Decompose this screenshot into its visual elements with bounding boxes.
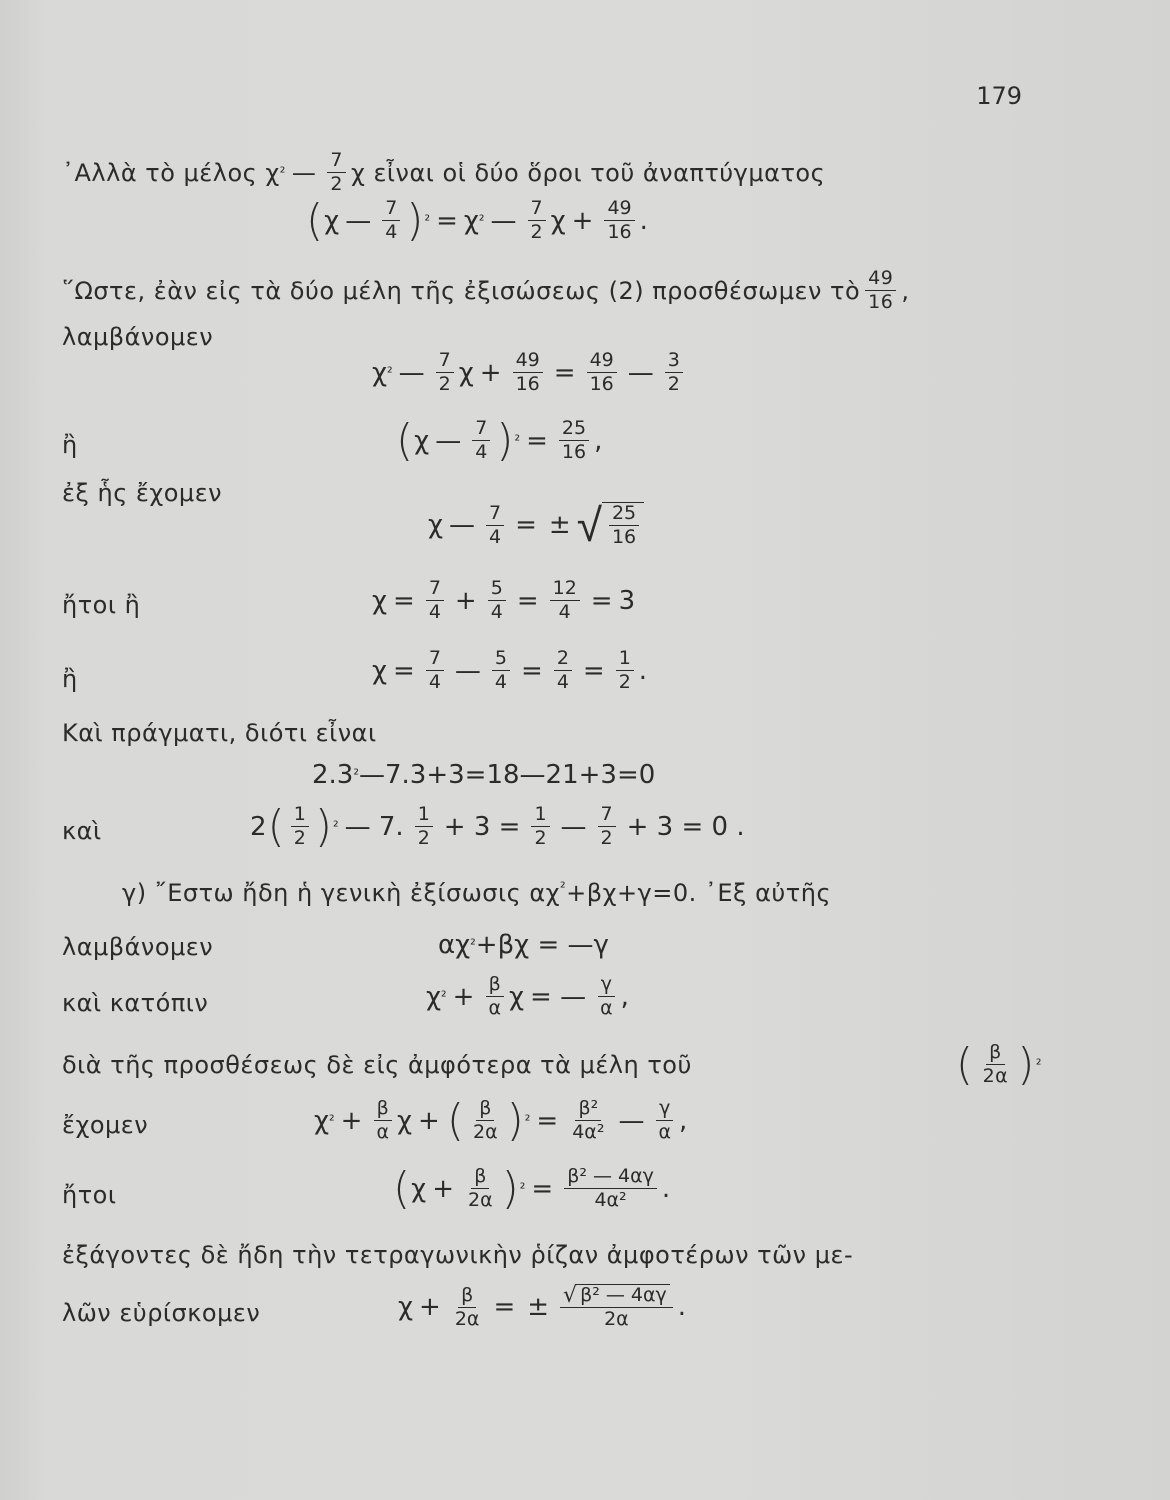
label-lambanomen: λαμβάνομεν	[62, 323, 214, 351]
fraction	[554, 648, 572, 693]
numerator: 7	[426, 578, 444, 601]
equation-expansion: ( χ — $\frac{7}{4}$ ) ² = χ ² — $\frac{7}{2}$ χ + $\frac{49}{16}$ .	[306, 194, 648, 246]
numerator: γ	[656, 1098, 673, 1121]
label-evriskomen: λῶν εὑρίσκομεν	[62, 1299, 261, 1327]
numerator: β	[486, 974, 504, 997]
numerator: 7	[598, 804, 616, 827]
fraction	[598, 804, 616, 849]
paren-open: (	[396, 414, 414, 466]
variable: χ	[314, 1105, 330, 1136]
expression: +βχ = —γ	[475, 930, 609, 960]
operator: +	[454, 585, 477, 616]
fraction	[528, 198, 546, 243]
fraction	[436, 350, 454, 395]
radical-sign-icon: √	[563, 1282, 578, 1308]
denominator: 4α²	[572, 1121, 605, 1143]
punctuation: ,	[678, 1105, 688, 1136]
operator: =	[393, 655, 415, 686]
variable: χ	[414, 425, 430, 456]
denominator: 2	[417, 827, 430, 849]
variable: χ	[550, 205, 566, 236]
fraction	[488, 578, 506, 623]
label-or-1: ἢ	[62, 431, 78, 459]
numerator: 7	[436, 350, 454, 373]
numerator: 25	[609, 503, 639, 526]
numerator: 25	[559, 418, 589, 441]
variable: χ	[372, 357, 388, 388]
paren-open: (	[306, 194, 324, 246]
denominator: α	[658, 1121, 671, 1143]
denominator: 16	[561, 441, 587, 463]
text: γ) ῎Εστω ἤδη ἡ γενικὴ ἐξίσωσις αχ	[122, 879, 561, 907]
denominator: 4	[385, 221, 398, 243]
numerator: 7	[382, 198, 400, 221]
equation-10: χ ² + $\frac{\beta}{\alpha}$ χ + ( $\frac{\beta}{2\alpha}$ ) ² = $\frac{\text{β²}}{\text{4α²}}$ — $\frac{\gamma}{\alpha}$ ,	[314, 1094, 688, 1146]
fraction	[597, 974, 616, 1019]
label-kai-1: καὶ	[62, 817, 102, 845]
punctuation: ,	[901, 276, 910, 305]
denominator: 2	[600, 827, 613, 849]
fraction	[415, 804, 433, 849]
fraction	[531, 804, 549, 849]
denominator: 2	[667, 373, 680, 395]
fraction	[604, 198, 634, 243]
punctuation: ,	[620, 981, 629, 1012]
numerator: β	[374, 1098, 392, 1121]
denominator: 2	[618, 671, 631, 693]
paragraph-5: διὰ τῆς προσθέσεως δὲ εἰς ἀμφότερα τὰ μέλη τοῦ ( $\frac{\beta}{2\alpha}$ ) ²	[62, 1038, 1042, 1090]
variable: χ	[372, 655, 388, 686]
fraction	[426, 578, 444, 623]
fraction	[559, 418, 589, 463]
paragraph-6: ἐξάγοντες δὲ ἤδη τὴν τετραγωνικὴν ῥίζαν ἀμφοτέρων τῶν με-	[62, 1241, 854, 1269]
numerator: 1	[415, 804, 433, 827]
denominator: 4	[428, 601, 441, 623]
operator: ±	[527, 1292, 550, 1322]
denominator: α	[600, 997, 613, 1019]
label-exomen: ἔχομεν	[62, 1111, 149, 1139]
operator: —	[449, 510, 476, 540]
fraction	[373, 1098, 392, 1143]
operator: +	[432, 1173, 454, 1204]
superscript: ²	[560, 880, 567, 896]
denominator: 2	[438, 373, 451, 395]
operator: =	[521, 655, 543, 686]
equation-9: χ ² + $\frac{\beta}{\alpha}$ χ = — $\frac{\gamma}{\alpha}$ ,	[426, 973, 629, 1019]
coefficient: 2	[250, 811, 267, 842]
paragraph-1: ᾿Αλλὰ τὸ μέλος χ ² — $\frac{7}{2}$ χ εἶναι οἱ δύο ὅροι τοῦ ἀναπτύγματος	[62, 149, 826, 195]
paragraph-3: Καὶ πράγματι, διότι εἶναι	[62, 719, 377, 747]
fraction	[587, 350, 617, 395]
numerator: 7	[486, 503, 504, 526]
operator: =	[536, 1105, 559, 1136]
fraction	[485, 974, 504, 1019]
operator: —	[490, 205, 517, 236]
operator: =	[526, 425, 548, 456]
numerator: 49	[865, 268, 896, 291]
operator: —	[291, 158, 317, 187]
variable: χ	[396, 1105, 413, 1136]
numerator: β	[986, 1042, 1005, 1065]
numerator: β²	[575, 1098, 601, 1121]
fraction	[492, 648, 510, 693]
numerator: 7	[327, 150, 346, 173]
operator: —	[618, 1105, 645, 1136]
operator: + 3 = 0 .	[626, 811, 745, 842]
equation-3	[428, 498, 644, 552]
paren-close: )	[1017, 1038, 1035, 1090]
fraction	[564, 1166, 657, 1211]
equation-1: χ ² — $\frac{7}{2}$ χ + $\frac{49}{16}$ = $\frac{49}{16}$ — $\frac{3}{2}$	[372, 350, 688, 395]
numerator: γ	[598, 974, 615, 997]
denominator: 16	[607, 221, 632, 243]
fraction	[655, 1098, 674, 1143]
denominator: 4	[556, 671, 569, 693]
numerator: 7	[528, 198, 546, 221]
denominator: 4α²	[594, 1189, 627, 1211]
fraction	[616, 648, 634, 693]
equation-8: αχ ² +βχ = —γ	[438, 930, 609, 960]
radicand	[602, 502, 644, 548]
paren-open: (	[446, 1094, 464, 1146]
operator: +	[418, 1105, 440, 1136]
radicand: β² — 4αγ	[577, 1284, 670, 1306]
denominator: 4	[475, 441, 488, 463]
paragraph-2	[62, 268, 910, 313]
variable: χ	[428, 510, 444, 540]
numerator: 1	[291, 804, 309, 827]
operator: =	[582, 655, 605, 686]
denominator: 2α	[454, 1307, 480, 1330]
variable: χ	[463, 205, 479, 236]
operator: —	[560, 811, 587, 842]
numerator: 12	[550, 578, 580, 601]
denominator: 4	[428, 671, 441, 693]
operator: +	[571, 205, 594, 236]
label-itoi-e: ἤτοι ἢ	[62, 591, 141, 619]
numerator: 3	[665, 350, 683, 373]
fraction	[472, 418, 490, 463]
operator: —	[345, 205, 372, 236]
denominator: 2α	[982, 1065, 1009, 1087]
operator: —	[627, 357, 654, 388]
denominator: 16	[589, 373, 614, 395]
label-kai-katopin: καὶ κατόπιν	[62, 989, 209, 1017]
denominator: 4	[489, 525, 502, 548]
denominator: 2	[530, 221, 543, 243]
denominator: α	[488, 997, 501, 1019]
operator: +	[479, 357, 502, 388]
equation-11: ( χ + $\frac{\beta}{2\alpha}$ ) ² = $\frac{\text{β² — 4αγ}}{\text{4α²}}$ .	[393, 1162, 671, 1214]
numerator: 49	[587, 350, 617, 373]
operator: =	[516, 585, 539, 616]
variable: χ	[426, 981, 442, 1012]
denominator: 4	[490, 601, 503, 623]
equation-4	[372, 578, 635, 623]
variable: χ	[508, 981, 525, 1012]
numerator: 7	[472, 418, 490, 441]
operator: ±	[548, 510, 571, 540]
punctuation: .	[677, 1292, 687, 1322]
numerator: 5	[492, 648, 510, 671]
fraction	[470, 1098, 501, 1143]
numerator: β	[471, 1166, 489, 1189]
variable: χ	[324, 205, 340, 236]
fraction	[980, 1042, 1012, 1087]
denominator: 2	[330, 173, 343, 195]
text: ῞Ωστε, ἐὰν εἰς τὰ δύο μέλη τῆς ἐξισώσεως (2) προσθέσωμεν τὸ	[62, 276, 861, 305]
text: ᾿Αλλὰ τὸ μέλος χ	[62, 158, 280, 187]
paren-open: (	[267, 800, 285, 852]
label-itoi: ἤτοι	[62, 1181, 117, 1209]
operator: —	[435, 425, 462, 456]
operator: — 7.	[344, 811, 404, 842]
equation-12	[398, 1284, 686, 1330]
operator: —	[454, 655, 481, 686]
equation-5	[372, 648, 647, 693]
denominator: 2	[293, 827, 306, 849]
fraction	[291, 804, 309, 849]
fraction	[486, 503, 504, 548]
fraction	[665, 350, 683, 395]
numerator: 2	[554, 648, 572, 671]
variable: χ	[458, 357, 474, 388]
fraction	[865, 268, 896, 313]
paren-close: )	[406, 194, 424, 246]
denominator: α	[376, 1121, 389, 1143]
text: +βχ+γ=0. ᾿Εξ αὐτῆς	[566, 879, 832, 907]
denominator: 2α	[604, 1308, 629, 1330]
operator: —	[398, 357, 425, 388]
variable: χ	[398, 1292, 414, 1322]
operator: =	[393, 585, 415, 616]
operator: + 3 =	[443, 811, 521, 842]
numerator: 49	[513, 350, 543, 373]
operator: +	[340, 1105, 363, 1136]
denominator: 2α	[472, 1121, 498, 1143]
numerator: 1	[616, 648, 634, 671]
punctuation: ,	[594, 425, 603, 456]
fraction	[327, 150, 346, 195]
numerator: 7	[426, 648, 444, 671]
expression: —7.3+3=18—21+3=0	[358, 760, 656, 790]
numerator: β² — 4αγ	[564, 1166, 657, 1189]
numerator: 1	[531, 804, 549, 827]
fraction	[465, 1166, 496, 1211]
text: διὰ τῆς προσθέσεως δὲ εἰς ἀμφότερα τὰ μέλη τοῦ	[62, 1050, 692, 1079]
equation-6: 2.3 ² —7.3+3=18—21+3=0	[312, 760, 656, 790]
denominator: 16	[611, 526, 637, 548]
punctuation: .	[639, 205, 648, 236]
numerator: β	[476, 1098, 494, 1121]
operator: +	[452, 981, 475, 1012]
paren-open: (	[955, 1038, 974, 1090]
square-root	[576, 498, 644, 552]
numerator	[560, 1284, 673, 1308]
punctuation: .	[661, 1173, 671, 1204]
label-or-2: ἢ	[62, 665, 78, 693]
numerator: 49	[604, 198, 634, 221]
denominator: 2α	[468, 1189, 493, 1211]
operator: = —	[530, 981, 587, 1012]
fraction	[609, 503, 639, 548]
fraction	[513, 350, 543, 395]
expression: αχ	[438, 930, 471, 960]
operator: +	[419, 1292, 441, 1322]
paragraph-4	[122, 878, 831, 908]
paren-open: (	[393, 1162, 411, 1214]
radical-sign-icon: √	[576, 498, 602, 552]
equation-7: 2 ( $\frac{1}{2}$ ) ² — 7. $\frac{1}{2}$ + 3 = $\frac{1}{2}$ — $\frac{7}{2}$ + 3 = 0 .	[250, 800, 745, 852]
label-ex-hs-exomen: ἐξ ἧς ἔχομεν	[62, 479, 223, 507]
fraction	[569, 1098, 607, 1143]
operator: =	[493, 1292, 516, 1322]
equation-2: ( χ — $\frac{7}{4}$ ) ² = $\frac{25}{16}$ ,	[396, 414, 603, 466]
operator: =	[590, 585, 613, 616]
paren-close: )	[496, 414, 514, 466]
operator: =	[553, 357, 576, 388]
result: 3	[618, 585, 636, 616]
numerator: β	[458, 1285, 476, 1308]
operator: =	[436, 205, 458, 236]
denominator: 16	[868, 291, 894, 313]
fraction	[560, 1284, 673, 1330]
fraction	[382, 198, 400, 243]
expression: 2.3	[312, 760, 354, 790]
page-number: 179	[976, 82, 1022, 110]
denominator: 2	[534, 827, 547, 849]
operator: =	[515, 510, 537, 540]
fraction	[550, 578, 580, 623]
operator: =	[531, 1173, 554, 1204]
paren-close: )	[314, 800, 332, 852]
label-lambanomen-2: λαμβάνομεν	[62, 933, 214, 961]
denominator: 4	[558, 601, 571, 623]
fraction	[452, 1285, 483, 1330]
denominator: 16	[515, 373, 540, 395]
denominator: 4	[494, 671, 508, 693]
variable: χ	[411, 1173, 427, 1204]
paren-close: )	[501, 1162, 519, 1214]
numerator: 5	[488, 578, 506, 601]
fraction	[426, 648, 444, 693]
paren-close: )	[506, 1094, 524, 1146]
variable: χ	[372, 585, 388, 616]
text: χ εἶναι οἱ δύο ὅροι τοῦ ἀναπτύγματος	[350, 158, 826, 187]
punctuation: .	[638, 655, 648, 686]
